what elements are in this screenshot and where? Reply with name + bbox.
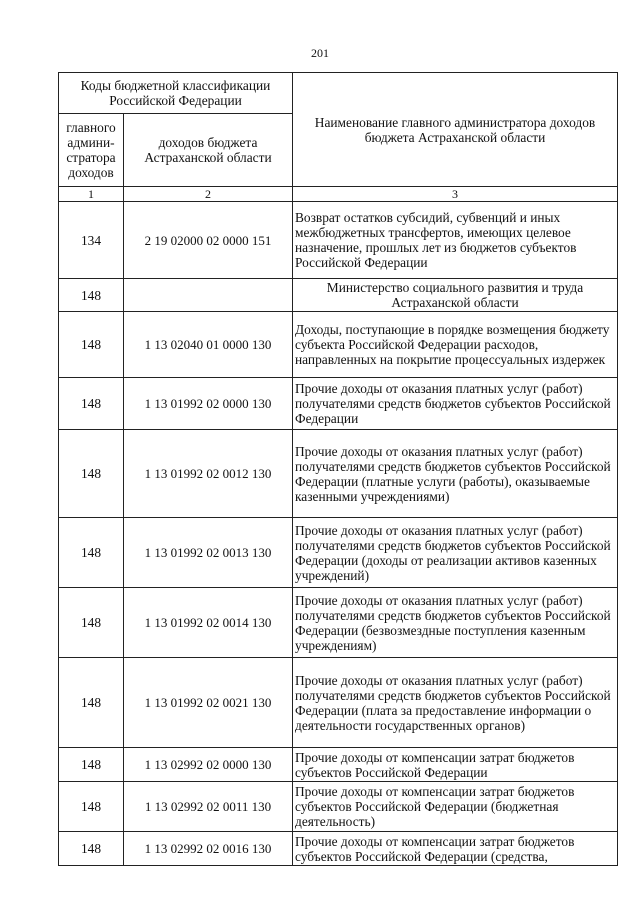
header-admin-name: Наименование главного администратора доходов бюджета Астраханской области (293, 73, 618, 187)
table-row (59, 782, 618, 832)
column-number-2: 2 (124, 187, 293, 202)
admin-code: 134 (59, 202, 124, 279)
admin-code: 148 (59, 748, 124, 782)
income-code: 1 13 01992 02 0012 130 (124, 430, 293, 518)
table-row (59, 312, 618, 378)
table-row (59, 748, 618, 782)
admin-code: 148 (59, 279, 124, 312)
income-name: Прочие доходы от оказания платных услуг (работ) получателями средств бюджетов субъектов Российской Федерации (доходы от реализации активов казенных учреждений) (293, 518, 618, 588)
income-code: 1 13 01992 02 0021 130 (124, 658, 293, 748)
admin-code: 148 (59, 588, 124, 658)
table-row (59, 430, 618, 518)
income-name: Прочие доходы от оказания платных услуг (работ) получателями средств бюджетов субъектов Российской Федерации (безвозмездные поступления казенным учреждениям) (293, 588, 618, 658)
income-name: Прочие доходы от оказания платных услуг (работ) получателями средств бюджетов субъектов Российской Федерации (293, 378, 618, 430)
income-name: Прочие доходы от оказания платных услуг (работ) получателями средств бюджетов субъектов Российской Федерации (платные услуги (работы), оказываемые казенными учреждениями) (293, 430, 618, 518)
page-number: 201 (311, 46, 329, 60)
table-header-row (59, 73, 618, 114)
income-code (124, 279, 293, 312)
header-chief-admin: главного админи-стратора доходов (59, 114, 124, 187)
admin-code: 148 (59, 312, 124, 378)
income-name: Доходы, поступающие в порядке возмещения бюджету субъекта Российской Федерации расходов, направленных на покрытие процессуальных издержек (293, 312, 618, 378)
admin-code: 148 (59, 518, 124, 588)
header-codes-group: Коды бюджетной классификации Российской Федерации (59, 73, 293, 114)
income-name: Прочие доходы от компенсации затрат бюджетов субъектов Российской Федерации (бюджетная деятельность) (293, 782, 618, 832)
income-name: Прочие доходы от компенсации затрат бюджетов субъектов Российской Федерации (293, 748, 618, 782)
admin-code: 148 (59, 782, 124, 832)
table-row (59, 658, 618, 748)
column-number-1: 1 (59, 187, 124, 202)
income-code: 1 13 02040 01 0000 130 (124, 312, 293, 378)
budget-classification-table (58, 72, 618, 866)
income-code: 2 19 02000 02 0000 151 (124, 202, 293, 279)
income-code: 1 13 02992 02 0011 130 (124, 782, 293, 832)
admin-code: 148 (59, 832, 124, 866)
income-code: 1 13 01992 02 0014 130 (124, 588, 293, 658)
income-code: 1 13 02992 02 0016 130 (124, 832, 293, 866)
admin-code: 148 (59, 430, 124, 518)
income-name: Прочие доходы от компенсации затрат бюджетов субъектов Российской Федерации (средства, (293, 832, 618, 866)
table-row (59, 832, 618, 866)
header-income-code: доходов бюджета Астраханской области (124, 114, 293, 187)
column-number-3: 3 (293, 187, 618, 202)
column-number-row (59, 187, 618, 202)
table-row (59, 202, 618, 279)
income-name: Министерство социального развития и труда Астраханской области (293, 279, 618, 312)
income-code: 1 13 02992 02 0000 130 (124, 748, 293, 782)
income-name: Возврат остатков субсидий, субвенций и иных межбюджетных трансфертов, имеющих целевое назначение, прошлых лет из бюджетов субъектов Российской Федерации (293, 202, 618, 279)
table-row (59, 518, 618, 588)
admin-code: 148 (59, 378, 124, 430)
admin-code: 148 (59, 658, 124, 748)
table-row (59, 588, 618, 658)
income-code: 1 13 01992 02 0013 130 (124, 518, 293, 588)
table-row (59, 378, 618, 430)
table-row (59, 279, 618, 312)
income-name: Прочие доходы от оказания платных услуг (работ) получателями средств бюджетов субъектов Российской Федерации (плата за предоставление информации о деятельности государственных органов) (293, 658, 618, 748)
income-code: 1 13 01992 02 0000 130 (124, 378, 293, 430)
